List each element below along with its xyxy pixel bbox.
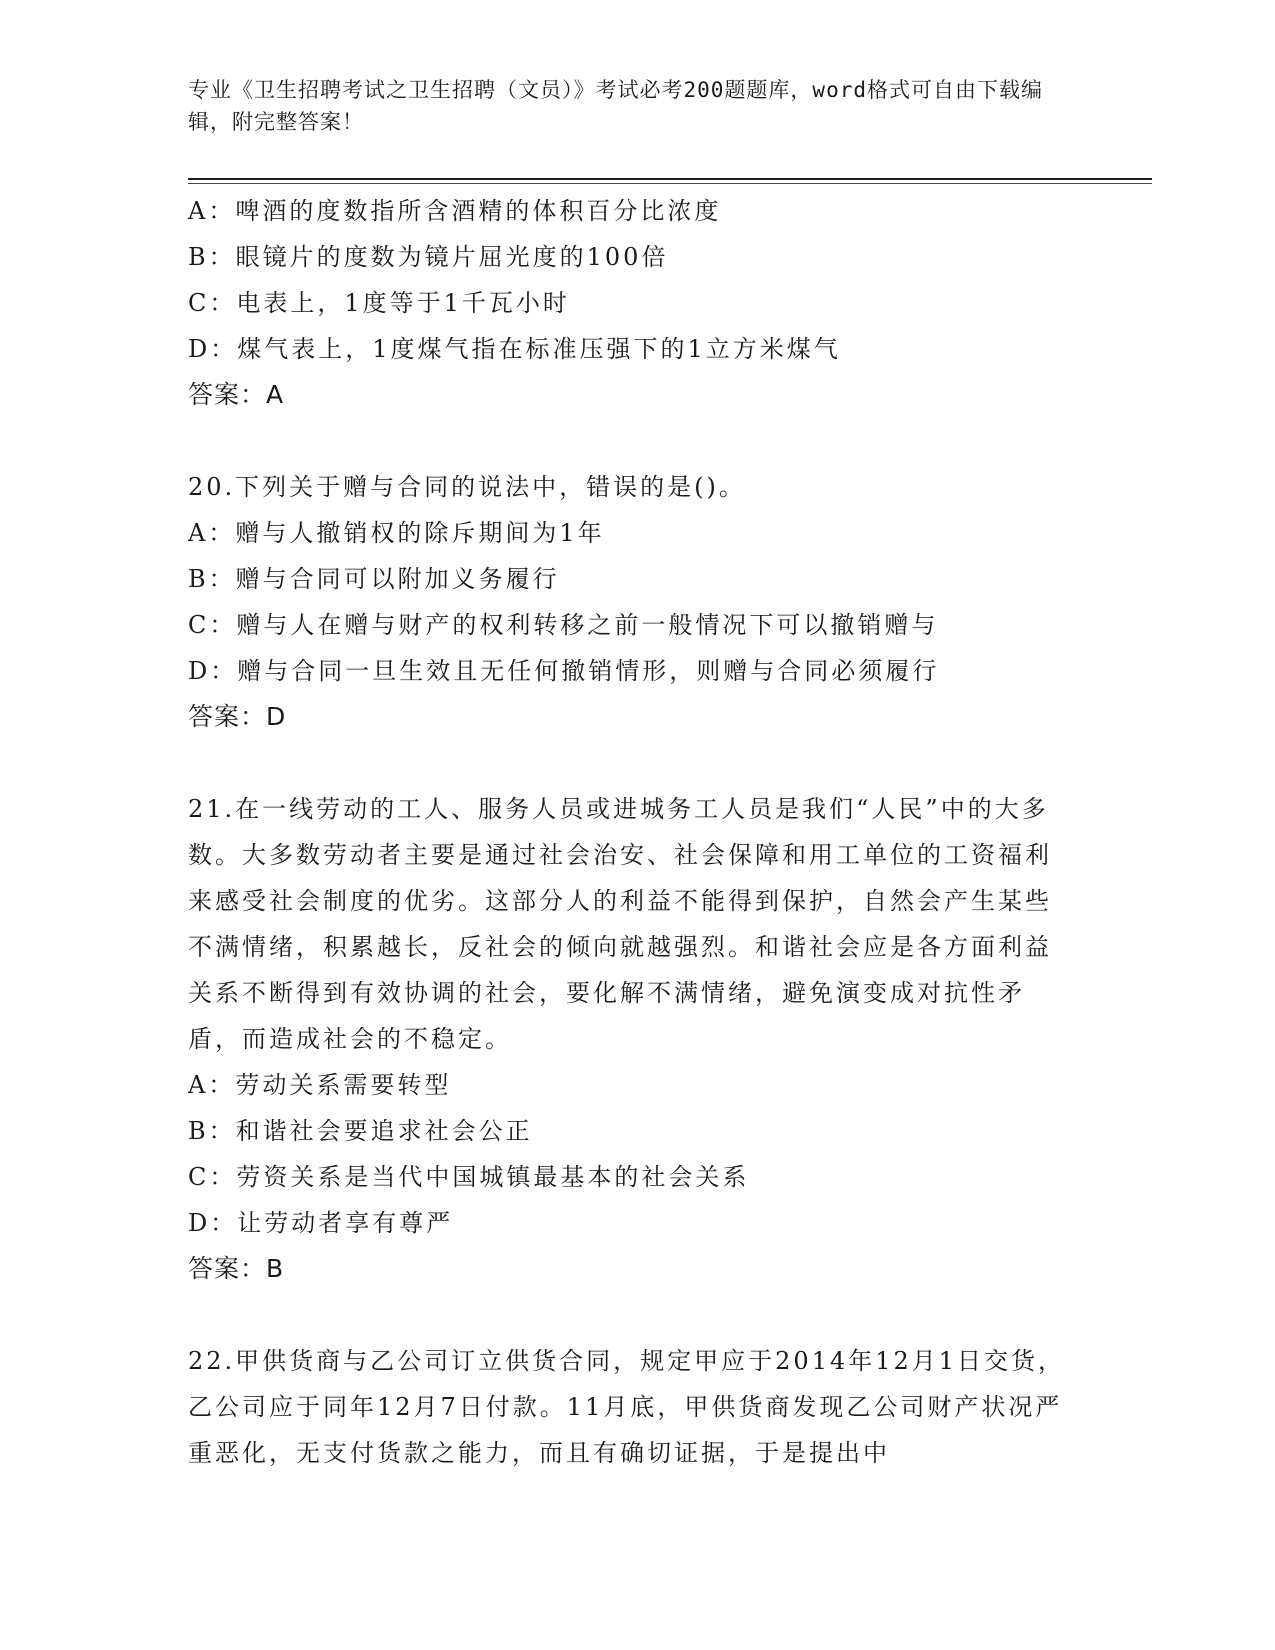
question-22 [188,1338,1088,1476]
spacer [188,740,1088,786]
spacer [188,1292,1088,1338]
option-d: D：赠与合同一旦生效且无任何撤销情形，则赠与合同必须履行 [188,657,940,685]
spacer [188,418,1088,464]
question-content [188,188,1088,1476]
answer-line: 答案：B [188,1254,285,1283]
answer-line: 答案：A [188,380,285,409]
question-stem: 22.甲供货商与乙公司订立供货合同，规定甲应于2014年12月1日交货，乙公司应于同年12月7日付款。11月底，甲供货商发现乙公司财产状况严重恶化，无支付货款之能力，而且有确切证据，于是提出中 [188,1347,1066,1467]
option-b: B：眼镜片的度数为镜片屈光度的100倍 [188,243,669,271]
option-b: B：和谐社会要追求社会公正 [188,1117,533,1145]
option-b: B：赠与合同可以附加义务履行 [188,565,560,593]
option-d: D：煤气表上，1度煤气指在标准压强下的1立方米煤气 [188,335,841,363]
question-stem: 20.下列关于赠与合同的说法中，错误的是()。 [188,473,746,501]
option-c: C：劳资关系是当代中国城镇最基本的社会关系 [188,1163,750,1191]
option-a: A：赠与人撤销权的除斥期间为1年 [188,519,605,547]
option-c: C：赠与人在赠与财产的权利转移之前一般情况下可以撤销赠与 [188,611,939,639]
option-a: A：劳动关系需要转型 [188,1071,452,1099]
question-19 [188,188,1088,418]
answer-line: 答案：D [188,702,287,731]
header-rule-thin [188,183,1152,184]
option-d: D：让劳动者享有尊严 [188,1209,454,1237]
question-21 [188,786,1088,1292]
document-header: 专业《卫生招聘考试之卫生招聘（文员）》考试必考200题题库，word格式可自由下载编辑，附完整答案！ [188,78,1043,134]
header-rule-thick [188,178,1152,180]
option-c: C：电表上，1度等于1千瓦小时 [188,289,570,317]
question-20 [188,464,1088,740]
question-stem: 21.在一线劳动的工人、服务人员或进城务工人员是我们“人民”中的大多数。大多数劳动者主要是通过社会治安、社会保障和用工单位的工资福利来感受社会制度的优劣。这部分人的利益不能得到保护，自然会产生某些不满情绪，积累越长，反社会的倾向就越强烈。和谐社会应是各方面利益关系不断得到有效协调的社会，要化解不满情绪，避免演变成对抗性矛盾，而造成社会的不稳定。 [188,795,1052,1053]
option-a: A：啤酒的度数指所含酒精的体积百分比浓度 [188,197,722,225]
